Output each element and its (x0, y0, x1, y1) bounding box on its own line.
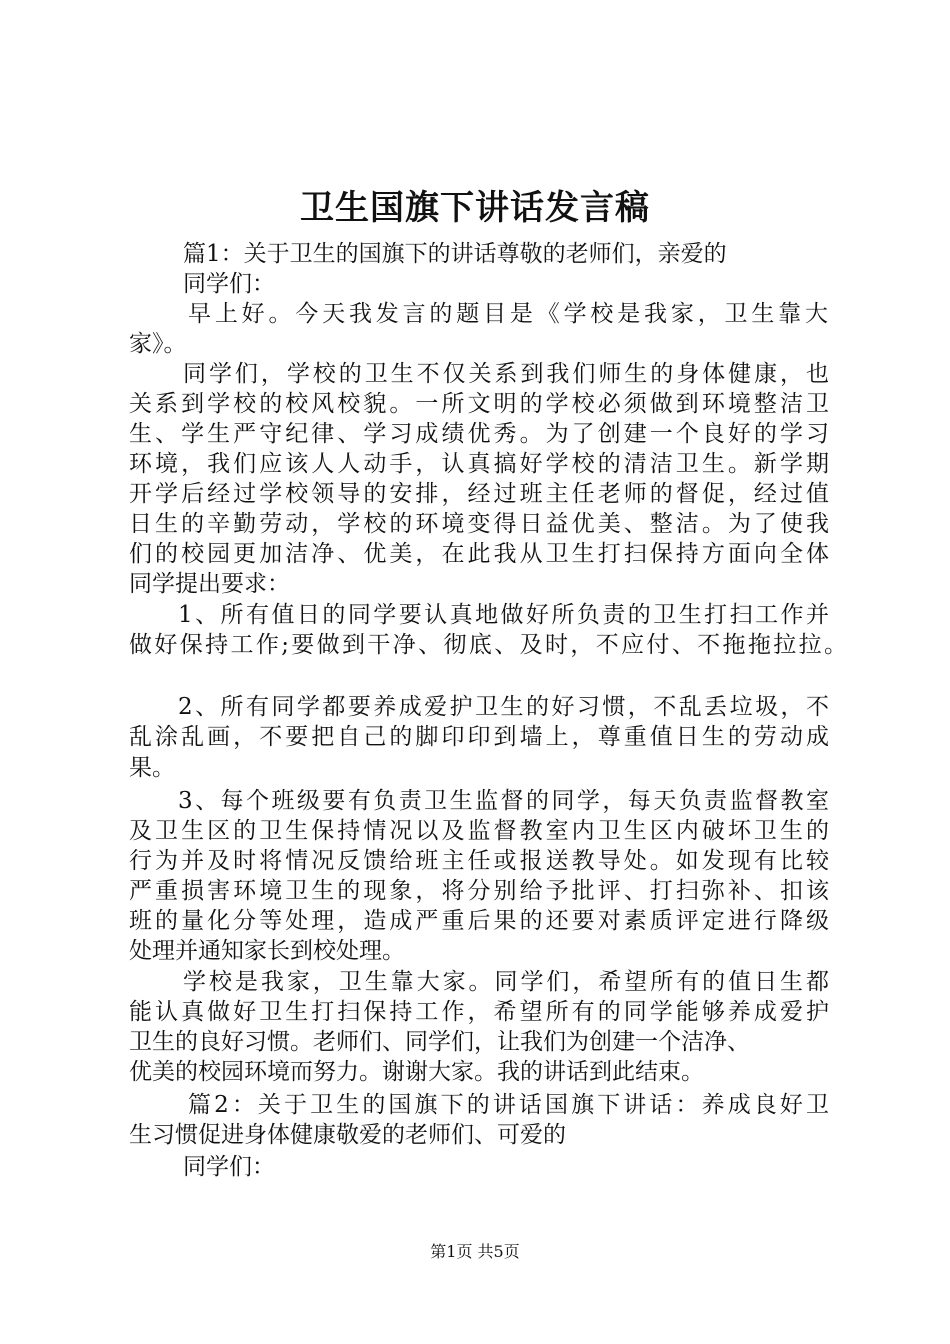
text-line: 生习惯促进身体健康敬爱的老师们、可爱的 (129, 1122, 566, 1148)
text-line: 家》。 (129, 331, 187, 357)
text-line: 关系到学校的校风校貌。一所文明的学校必须做到环境整洁卫 (129, 391, 829, 417)
text-line: 严重损害环境卫生的现象，将分别给予批评、打扫弥补、扣该 (129, 878, 829, 904)
text-line: 处理并通知家长到校处理。 (129, 938, 405, 964)
text-line: 早上好。今天我发言的题目是《学校是我家，卫生靠大 (188, 301, 828, 327)
document-title: 卫生国旗下讲话发言稿 (300, 188, 650, 228)
text-line: 开学后经过学校领导的安排，经过班主任老师的督促，经过值 (129, 481, 829, 507)
text-line: 同学们： (183, 1154, 275, 1180)
text-line: 学校是我家，卫生靠大家。同学们，希望所有的值日生都 (183, 969, 829, 995)
page-footer: 第1页 共5页 (430, 1242, 520, 1261)
text-line: 篇1：关于卫生的国旗下的讲话尊敬的老师们，亲爱的 (183, 241, 727, 267)
text-line: 同学们： (183, 271, 275, 297)
text-line: 1、所有值日的同学要认真地做好所负责的卫生打扫工作并 (178, 602, 829, 628)
text-line: 优美的校园环境而努力。谢谢大家。我的讲话到此结束。 (129, 1059, 704, 1085)
text-line: 果。 (129, 755, 175, 781)
text-line: 行为并及时将情况反馈给班主任或报送教导处。如发现有比较 (129, 848, 829, 874)
text-line: 日生的辛勤劳动，学校的环境变得日益优美、整洁。为了使我 (129, 511, 829, 537)
text-line: 卫生的良好习惯。老师们、同学们，让我们为创建一个洁净、 (129, 1029, 750, 1055)
text-line: 班的量化分等处理，造成严重后果的还要对素质评定进行降级 (129, 908, 829, 934)
text-line: 同学们，学校的卫生不仅关系到我们师生的身体健康，也 (183, 361, 829, 387)
text-line: 能认真做好卫生打扫保持工作，希望所有的同学能够养成爱护 (129, 999, 829, 1025)
text-line: 乱涂乱画，不要把自己的脚印印到墙上，尊重值日生的劳动成 (129, 724, 829, 750)
text-line: 3、每个班级要有负责卫生监督的同学，每天负责监督教室 (178, 788, 829, 814)
text-line: 2、所有同学都要养成爱护卫生的好习惯，不乱丢垃圾，不 (178, 694, 829, 720)
text-line: 环境，我们应该人人动手，认真搞好学校的清洁卫生。新学期 (129, 451, 829, 477)
text-line: 及卫生区的卫生保持情况以及监督教室内卫生区内破坏卫生的 (129, 818, 829, 844)
text-line: 们的校园更加洁净、优美，在此我从卫生打扫保持方面向全体 (129, 541, 829, 567)
text-line: 做好保持工作;要做到干净、彻底、及时，不应付、不拖拖拉拉。 (129, 632, 847, 658)
text-line: 篇2：关于卫生的国旗下的讲话国旗下讲话：养成良好卫 (188, 1092, 829, 1118)
text-line: 生、学生严守纪律、学习成绩优秀。为了创建一个良好的学习 (129, 421, 829, 447)
text-line: 同学提出要求： (129, 571, 290, 597)
